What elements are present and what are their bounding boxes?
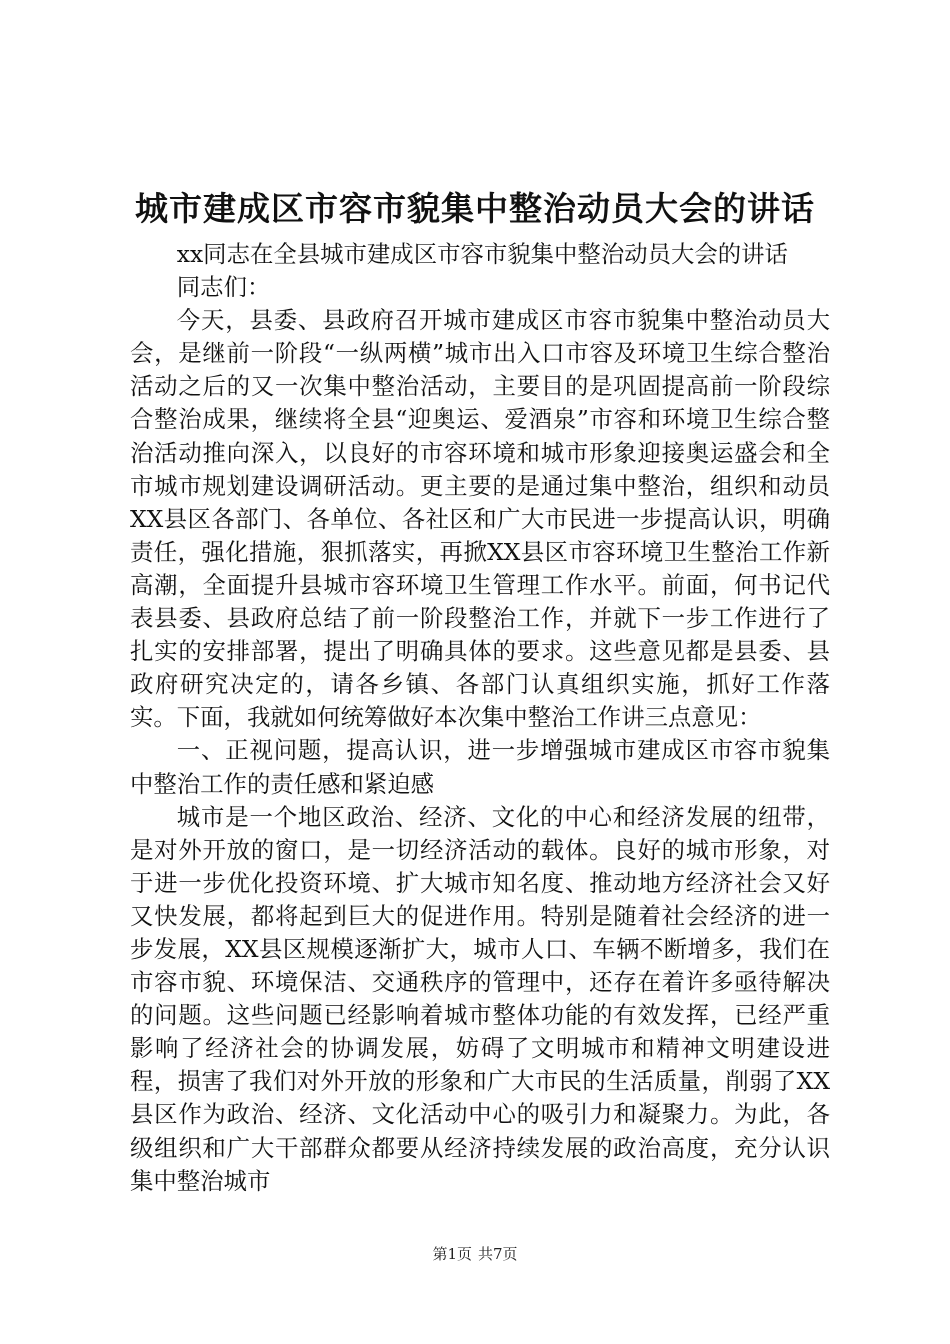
paragraph-salutation: 同志们：	[176, 273, 271, 302]
page-number: 第1页	[432, 1245, 472, 1263]
paragraph-subtitle: xx同志在全县城市建成区市容市貌集中整治动员大会的讲话	[176, 240, 788, 268]
page-total: 共7页	[478, 1245, 518, 1263]
paragraph-section-heading: 一、正视问题，提高认识，进一步增强城市建成区市容市貌集中整治工作的责任感和紧迫感	[130, 736, 830, 798]
paragraph-city-role: 城市是一个地区政治、经济、文化的中心和经济发展的纽带，是对外开放的窗口，是一切经济活动的载体。良好的城市形象，对于进一步优化投资环境、扩大城市知名度、推动地方经济社会又好又快发展，都将起到巨大的促进作用。特别是随着社会经济的进一步发展，XX县区规模逐渐扩大，城市人口、车辆不断增多，我们在市容市貌、环境保洁、交通秩序的管理中，还存在着许多亟待解决的问题。这些问题已经影响着城市整体功能的有效发挥，已经严重影响了经济社会的协调发展，妨碍了文明城市和精神文明建设进程，损害了我们对外开放的形象和广大市民的生活质量，削弱了XX县区作为政治、经济、文化活动中心的吸引力和凝聚力。为此，各级组织和广大干部群众都要从经济持续发展的政治高度，充分认识集中整治城市	[130, 802, 830, 1195]
paragraph-intro: 今天，县委、县政府召开城市建成区市容市貌集中整治动员大会，是继前一阶段“一纵两横”城市出入口市容及环境卫生综合整治活动之后的又一次集中整治活动，主要目的是巩固提高前一阶段综合整治成果，继续将全县“迎奥运、爱酒泉”市容和环境卫生综合整治活动推向深入，以良好的市容环境和城市形象迎接奥运盛会和全市城市规划建设调研活动。更主要的是通过集中整治，组织和动员XX县区各部门、各单位、各社区和广大市民进一步提高认识，明确责任，强化措施，狠抓落实，再掀XX县区市容环境卫生整治工作新高潮，全面提升县城市容环境卫生管理工作水平。前面，何书记代表县委、县政府总结了前一阶段整治工作，并就下一步工作进行了扎实的安排部署，提出了明确具体的要求。这些意见都是县委、县政府研究决定的，请各乡镇、各部门认真组织实施，抓好工作落实。下面，我就如何统筹做好本次集中整治工作讲三点意见：	[130, 306, 830, 732]
page-footer	[0, 1244, 950, 1264]
document-body	[130, 238, 830, 1198]
document-title: 城市建成区市容市貌集中整治动员大会的讲话	[135, 189, 815, 228]
